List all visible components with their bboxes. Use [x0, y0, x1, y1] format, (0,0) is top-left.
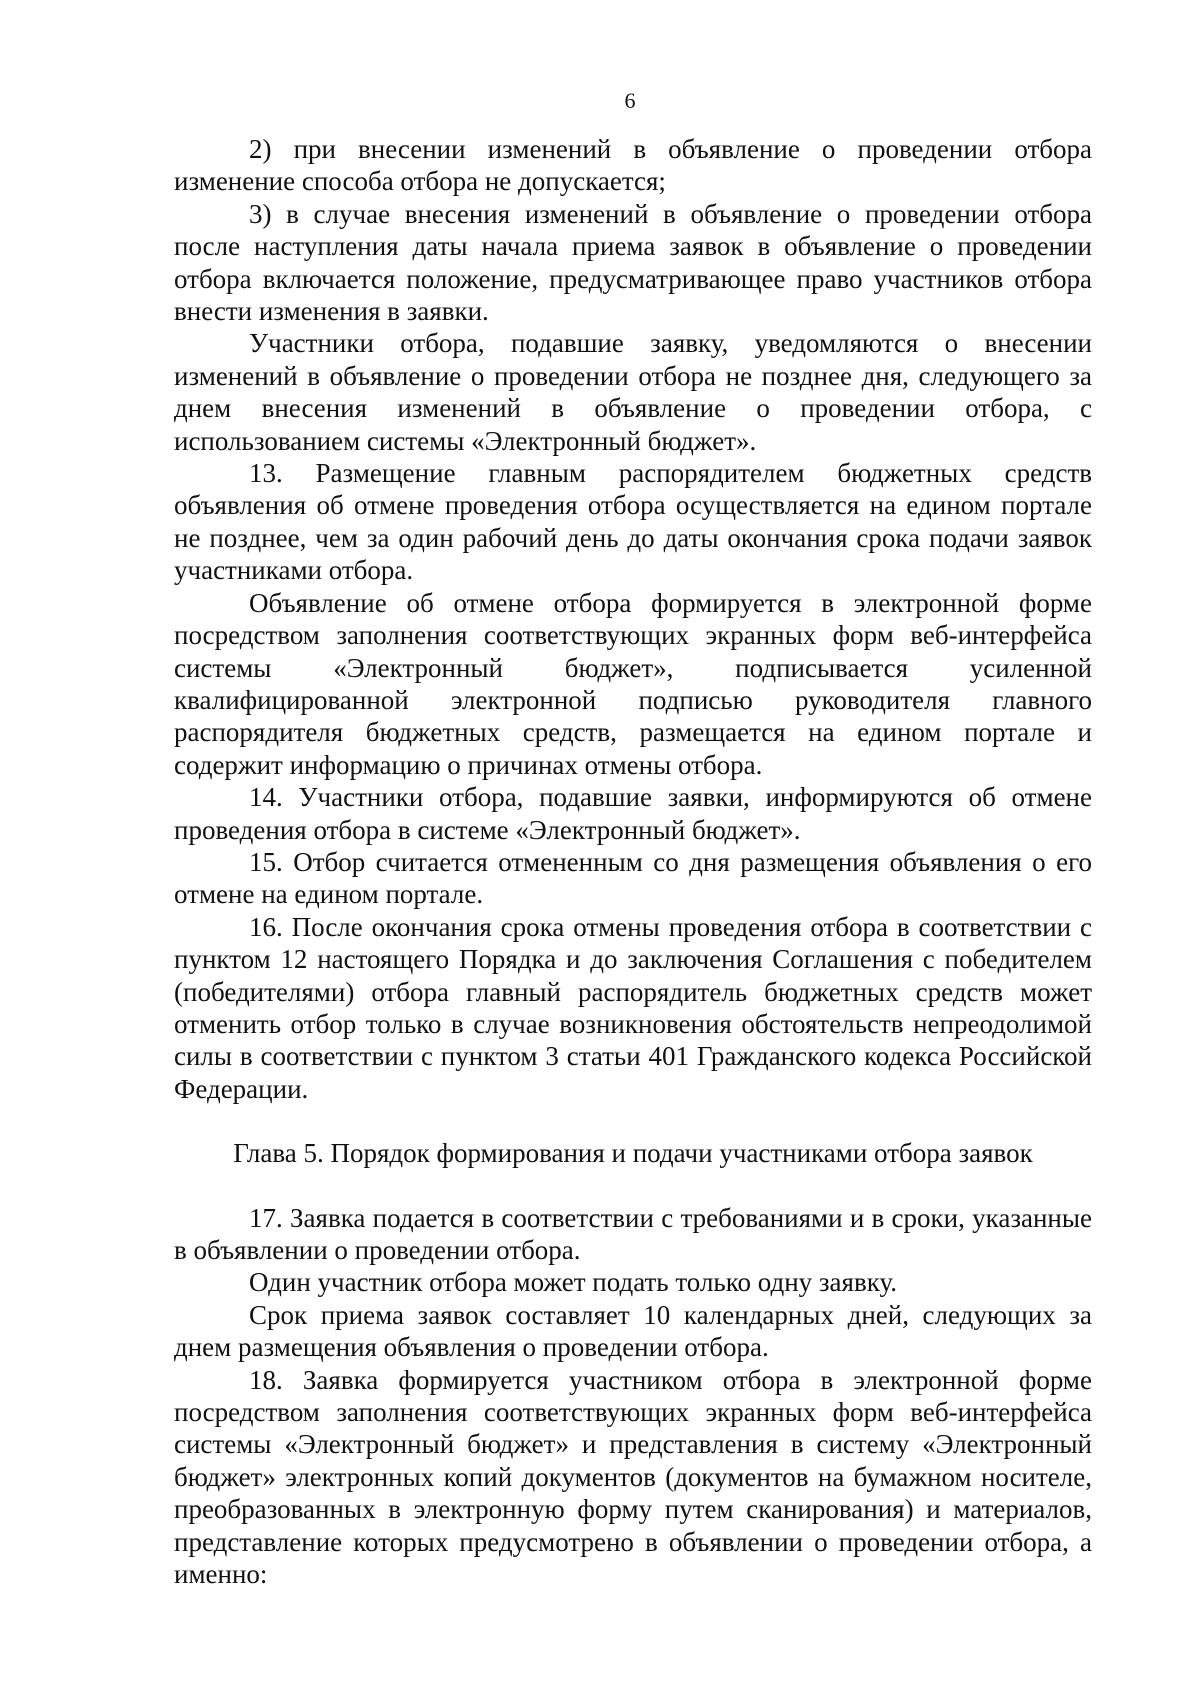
- paragraph: 15. Отбор считается отмененным со дня размещения объявления о его отмене на едином портале.: [174, 846, 1092, 910]
- chapter-heading: Глава 5. Порядок формирования и подачи участниками отбора заявок: [233, 1138, 1033, 1169]
- paragraph: 2) при внесении изменений в объявление о проведении отбора изменение способа отбора не допускается;: [174, 134, 1092, 197]
- paragraph: Участники отбора, подавшие заявку, уведомляются о внесении изменений в объявление о проведении отбора не позднее дня, следующего за днем внесения изменений в объявление о проведении отбора, с использованием системы «Электронный бюджет».: [174, 328, 1092, 456]
- page-number: 6: [624, 88, 636, 113]
- paragraph: Срок приема заявок составляет 10 календарных дней, следующих за днем размещения объявления о проведении отбора.: [174, 1299, 1092, 1363]
- paragraph: Объявление об отмене отбора формируется в электронной форме посредством заполнения соответствующих экранных форм веб-интерфейса системы «Электронный бюджет», подписывается усиленной квалифицированной электронной подписью руководителя главного распорядителя бюджетных средств, размещается на едином портале и содержит информацию о причинах отмены отбора.: [174, 587, 1092, 780]
- paragraph: 16. После окончания срока отмены проведения отбора в соответствии с пунктом 12 настоящего Порядка и до заключения Соглашения с победителем (победителями) отбора главный распорядитель бюджетных средств может отменить отбор только в случае возникновения обстоятельств непреодолимой силы в соответствии с пунктом 3 статьи 401 Гражданского кодекса Российской Федерации.: [174, 911, 1092, 1104]
- paragraph: Один участник отбора может подать только одну заявку.: [249, 1267, 897, 1298]
- document-body: [174, 133, 1092, 1590]
- paragraph: 17. Заявка подается в соответствии с требованиями и в сроки, указанные в объявлении о проведении отбора.: [174, 1202, 1092, 1265]
- paragraph: 3) в случае внесения изменений в объявление о проведении отбора после наступления даты начала приема заявок в объявление о проведении отбора включается положение, предусматривающее право участников отбора внести изменения в заявки.: [174, 198, 1092, 327]
- paragraph: 13. Размещение главным распорядителем бюджетных средств объявления об отмене проведения отбора осуществляется на едином портале не позднее, чем за один рабочий день до даты окончания срока подачи заявок участниками отбора.: [174, 458, 1092, 586]
- paragraph: 18. Заявка формируется участником отбора в электронной форме посредством заполнения соответствующих экранных форм веб-интерфейса системы «Электронный бюджет» и представления в систему «Электронный бюджет» электронных копий документов (документов на бумажном носителе, преобразованных в электронную форму путем сканирования) и материалов, представление которых предусмотрено в объявлении о проведении отбора, а именно:: [174, 1364, 1092, 1590]
- paragraph: 14. Участники отбора, подавшие заявки, информируются об отмене проведения отбора в системе «Электронный бюджет».: [174, 782, 1092, 845]
